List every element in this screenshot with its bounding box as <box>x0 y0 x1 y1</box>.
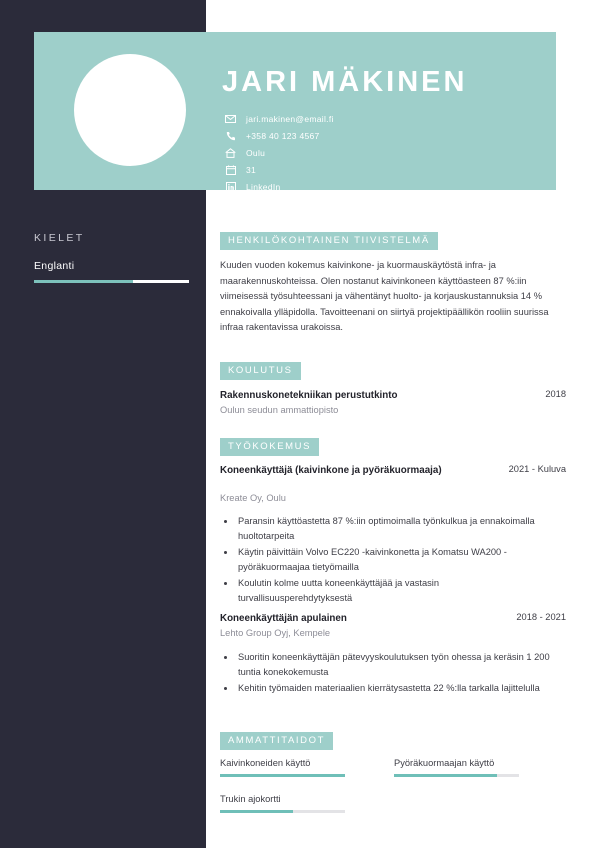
skill-meter-1 <box>220 774 345 777</box>
skill-meter-fill-1 <box>220 774 345 777</box>
skill-meter-2 <box>394 774 519 777</box>
contact-linkedin-text: LinkedIn <box>246 181 281 192</box>
contact-phone-text: +358 40 123 4567 <box>246 130 320 141</box>
skill-item-2 <box>394 758 519 777</box>
section-heading-experience: TYÖKOKEMUS <box>220 438 319 456</box>
sidebar-language-meter-fill <box>34 280 133 283</box>
bullet-item: • Suoritin koneenkäyttäjän pätevyyskoulutuksen työn ohessa ja keräsin 1 200 tuntia konekokemusta <box>236 650 550 680</box>
bullet-item: • Koulutin kolme uutta koneenkäyttäjää ja vastasin turvallisuusperehdytyksestä <box>236 576 550 606</box>
skill-label-1: Kaivinkoneiden käyttö <box>220 758 311 768</box>
bullet-item: • Käytin päivittäin Volvo EC220 -kaivinkonetta ja Komatsu WA200 -pyöräkuormaajaa tietyömailla <box>236 545 550 575</box>
education-date: 2018 <box>545 389 566 399</box>
bullet-item: • Kehitin työmaiden materiaalien kierrätysastetta 22 %:lla tarkalla lajittelulla <box>236 681 550 696</box>
skill-item-1 <box>220 758 345 777</box>
skill-item-3 <box>220 794 345 813</box>
education-subtitle: Oulun seudun ammattiopisto <box>220 405 339 415</box>
contact-location-text: Oulu <box>246 147 266 158</box>
bullet-item: • Paransin käyttöastetta 87 %:iin optimoimalla työnkulkua ja ennakoimalla huoltotarpeita <box>236 514 550 544</box>
section-heading-skills: AMMATTITAIDOT <box>220 732 333 750</box>
skill-label-3: Trukin ajokortti <box>220 794 281 804</box>
skill-meter-fill-2 <box>394 774 497 777</box>
avatar <box>74 54 186 166</box>
sidebar-language-label: Englanti <box>34 260 75 272</box>
skill-label-2: Pyöräkuormaajan käyttö <box>394 758 495 768</box>
skill-meter-3 <box>220 810 345 813</box>
education-title: Rakennuskonetekniikan perustutkinto <box>220 390 398 401</box>
experience-bullets-2 <box>220 650 550 697</box>
experience-title-2: Koneenkäyttäjän apulainen <box>220 613 347 624</box>
experience-subtitle-1: Kreate Oy, Oulu <box>220 493 286 503</box>
contact-email-text: jari.makinen@email.fi <box>246 113 334 124</box>
main-column <box>206 0 600 848</box>
section-heading-summary: HENKILÖKOHTAINEN TIIVISTELMÄ <box>220 232 438 250</box>
sidebar-language-meter <box>34 280 189 283</box>
sidebar-section-languages-title: KIELET <box>34 232 85 244</box>
experience-bullets-1 <box>220 514 550 607</box>
experience-date-2: 2018 - 2021 <box>516 612 566 622</box>
contact-date-text: 31 <box>246 164 257 175</box>
experience-title-1: Koneenkäyttäjä (kaivinkone ja pyöräkuormaaja) <box>220 465 442 476</box>
summary-text: Kuuden vuoden kokemus kaivinkone- ja kuormauskäytöstä infra- ja maarakennuskohteissa. Olen nostanut kaivinkoneen käyttöasteen 87 %:iin viimeisessä työsuhteessani ja vähentänyt huolto- ja korjauskustannuksia 14 % ennakoivalla ylläpidolla. Tavoitteenani on siirtyä projektipäällikön rooliin suurissa infraa rakentavissa urakoissa. <box>220 260 549 332</box>
skill-meter-fill-3 <box>220 810 293 813</box>
experience-subtitle-2: Lehto Group Oyj, Kempele <box>220 628 331 638</box>
section-heading-education: KOULUTUS <box>220 362 301 380</box>
experience-date-1: 2021 - Kuluva <box>508 464 566 474</box>
page-title: JARI MÄKINEN <box>222 66 468 98</box>
